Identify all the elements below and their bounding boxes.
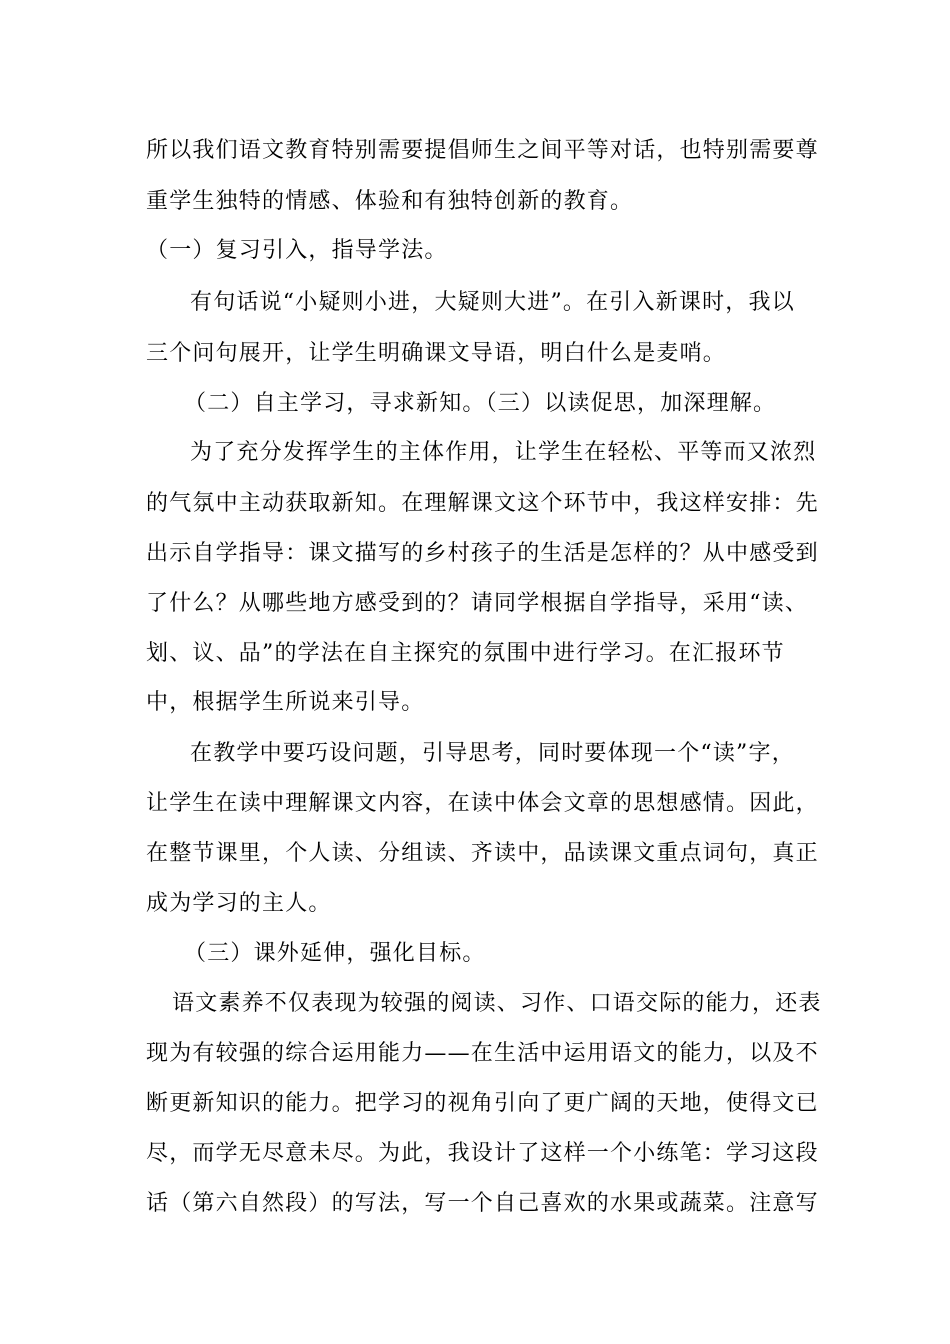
text-line-12: 中，根据学生所说来引导。 bbox=[146, 690, 425, 715]
text-line-21: 尽，而学无尽意未尽。为此，我设计了这样一个小练笔：学习这段 bbox=[146, 1141, 819, 1166]
section-heading-2: （二）自主学习，寻求新知。（三）以读促思，加深理解。 bbox=[184, 391, 777, 416]
text-line-14: 让学生在读中理解课文内容，在读中体会文章的思想感情。因此， bbox=[146, 791, 819, 816]
text-line-22: 话（第六自然段）的写法，写一个自己喜欢的水果或蔬菜。注意写 bbox=[146, 1191, 819, 1216]
section-heading-3: （三）课外延伸，强化目标。 bbox=[184, 941, 486, 966]
text-line-10: 了什么？从哪些地方感受到的？请同学根据自学指导，采用“读、 bbox=[146, 591, 809, 616]
text-line-5: 三个问句展开，让学生明确课文导语，明白什么是麦哨。 bbox=[146, 341, 727, 366]
text-line-8: 的气氛中主动获取新知。在理解课文这个环节中，我这样安排：先 bbox=[146, 491, 819, 516]
text-line-18: 语文素养不仅表现为较强的阅读、习作、口语交际的能力，还表 bbox=[172, 991, 822, 1016]
text-line-20: 断更新知识的能力。把学习的视角引向了更广阔的天地，使得文已 bbox=[146, 1091, 819, 1116]
text-line-1: 所以我们语文教育特别需要提倡师生之间平等对话，也特别需要尊 bbox=[146, 138, 819, 163]
text-line-11: 划、议、品”的学法在自主探究的氛围中进行学习。在汇报环节 bbox=[146, 641, 785, 666]
text-line-13: 在教学中要巧设问题，引导思考，同时要体现一个“读”字， bbox=[190, 741, 795, 766]
text-line-7: 为了充分发挥学生的主体作用，让学生在轻松、平等而又浓烈 bbox=[190, 440, 817, 465]
text-line-4: 有句话说“小疑则小进，大疑则大进”。在引入新课时，我以 bbox=[190, 290, 795, 315]
text-line-2: 重学生独特的情感、体验和有独特创新的教育。 bbox=[146, 189, 634, 214]
text-line-9: 出示自学指导：课文描写的乡村孩子的生活是怎样的？从中感受到 bbox=[146, 541, 819, 566]
section-heading-1: （一）复习引入，指导学法。 bbox=[146, 238, 448, 263]
text-line-19: 现为有较强的综合运用能力——在生活中运用语文的能力，以及不 bbox=[146, 1041, 819, 1066]
text-line-15: 在整节课里，个人读、分组读、齐读中，品读课文重点词句，真正 bbox=[146, 841, 819, 866]
text-line-16: 成为学习的主人。 bbox=[146, 891, 332, 916]
